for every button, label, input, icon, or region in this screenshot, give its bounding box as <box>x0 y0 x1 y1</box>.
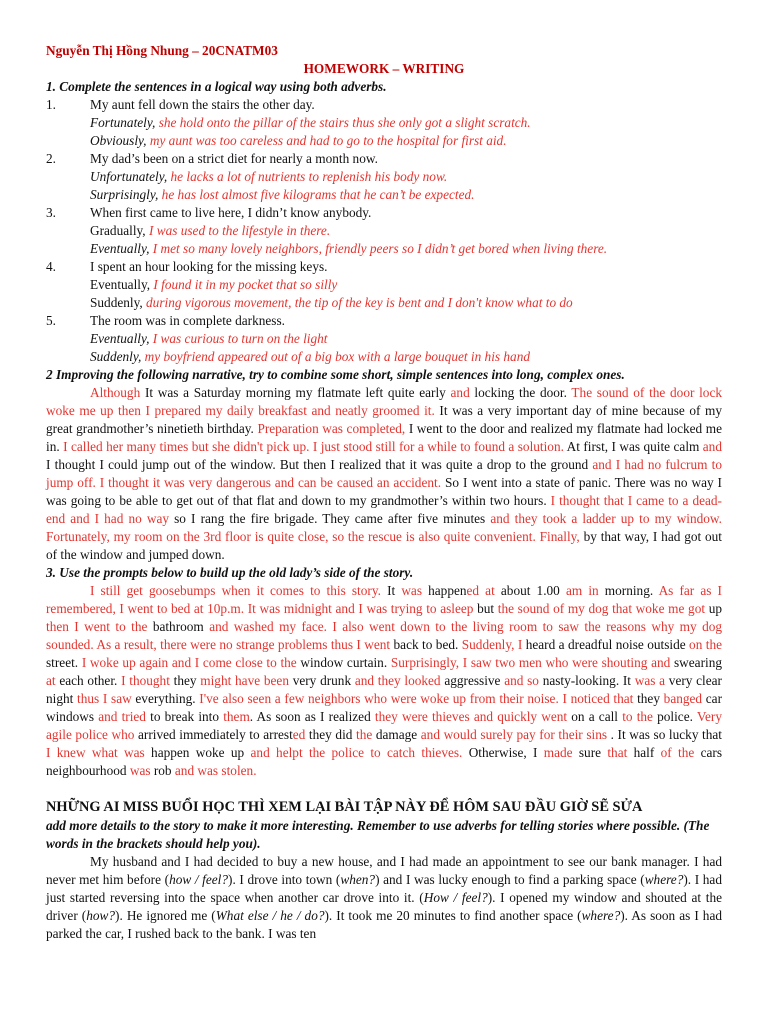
section1-list <box>46 96 722 366</box>
edited-text: was a <box>634 673 666 688</box>
edited-text: at <box>46 673 56 688</box>
text-run: but <box>473 601 498 616</box>
text-run: Otherwise, I <box>462 745 544 760</box>
text-run: It was a Saturday morning my flatmate left quite early <box>140 385 451 400</box>
list-item <box>46 204 722 222</box>
adverb-label: Surprisingly, <box>90 187 159 202</box>
document-title: HOMEWORK – WRITING <box>303 61 465 76</box>
text-run: everything. <box>131 691 200 706</box>
edited-text: and tried <box>98 709 146 724</box>
answer-text: he has lost almost five kilograms that he can’t be expected. <box>158 187 475 202</box>
answer-line <box>46 114 722 132</box>
text-run: bathroom <box>147 619 210 634</box>
section2-heading: 2 Improving the following narrative, try to combine some short, simple sentences into long, complex ones. <box>46 367 625 382</box>
edited-text: am in <box>565 583 599 598</box>
answer-line <box>46 186 722 204</box>
adverb-label: Eventually, <box>90 241 150 256</box>
text-run: heard a dreadful noise outside <box>522 637 690 652</box>
text-run: they <box>633 691 664 706</box>
answer-text: I was used to the lifestyle in there. <box>145 223 331 238</box>
answer-line <box>46 276 722 294</box>
edited-text: As a result, there were no strange problems thus I went <box>96 637 391 652</box>
text-run: I went to the door and realized my flatmate had locked me in. <box>46 421 722 454</box>
text-run: so I rang the fire brigade. They came after five minutes <box>169 511 491 526</box>
item-prompt: The room was in complete darkness. <box>90 313 285 328</box>
adverb-label: Fortunately, <box>90 115 156 130</box>
edited-text: I've also seen a few neighbors who were woke up from their noise. I noticed that <box>199 691 634 706</box>
text-run: up <box>705 601 723 616</box>
item-prompt: My dad’s been on a strict diet for nearly a month now. <box>90 151 378 166</box>
edited-text: I knew what was <box>46 745 145 760</box>
edited-text: As far as I remembered, I went to bed at 10p.m. It was midnight and I was trying to asleep <box>46 583 722 616</box>
text-run: they did <box>305 727 356 742</box>
edited-text: them <box>223 709 250 724</box>
adverb-label: Gradually, <box>90 223 146 238</box>
text-run: ). I had just started reversing into the space when another car drove into it. ( <box>46 872 722 905</box>
text-run: . It was so lucky that <box>607 727 722 742</box>
edited-text: and I had no fulcrum to jump off. I thought it was very dangerous and can be caused an accident. <box>46 457 722 490</box>
text-run: aggressive <box>440 673 505 688</box>
edited-text: and <box>450 385 470 400</box>
edited-text: on the <box>689 637 723 652</box>
item-number: 4. <box>46 259 56 274</box>
list-item <box>46 96 722 114</box>
text-run: window curtain. <box>296 655 391 670</box>
edited-text: thus I saw <box>77 691 132 706</box>
text-run: swearing <box>670 655 722 670</box>
answer-text: my boyfriend appeared out of a big box with a large bouquet in his hand <box>141 349 530 364</box>
text-run: half <box>627 745 661 760</box>
text-run: At first, I was quite calm <box>563 439 703 454</box>
text-run: street. <box>46 655 82 670</box>
item-number: 5. <box>46 313 56 328</box>
answer-text: during vigorous movement, the tip of the key is bent and I don't know what to do <box>142 295 573 310</box>
adverb-label: Suddenly, <box>90 349 142 364</box>
adverb-label: Suddenly, <box>90 295 143 310</box>
text-run: on a call <box>567 709 623 724</box>
section3-text <box>46 582 722 780</box>
edited-text: was <box>401 583 422 598</box>
text-run: by that way, I had got out of the window and jumped down. <box>46 529 722 562</box>
text-run: So I went into a state of panic. There was no way I was going to be able to get out of that flat and down to my grandmother’s within two hours. <box>46 475 722 508</box>
author-line: Nguyễn Thị Hồng Nhung – 20CNATM03 <box>46 43 278 58</box>
edited-text: I thought that I came to a dead-end and I had no way <box>46 493 722 526</box>
section4-instruction: add more details to the story to make it more interesting. Remember to use adverbs for telling stories where possible. (The words in the brackets should help you). <box>46 818 710 851</box>
spacer <box>46 780 722 798</box>
item-prompt: I spent an hour looking for the missing keys. <box>90 259 328 274</box>
item-prompt: When first came to live here, I didn’t know anybody. <box>90 205 372 220</box>
edited-text: the <box>356 727 373 742</box>
text-run: It was a very important day of mine because of my great grandmother’s ninetieth birthday. <box>46 403 722 436</box>
prompt-hint: where? <box>581 908 621 923</box>
text-run: ). I drove into town ( <box>228 872 341 887</box>
section2-narrative <box>46 384 722 564</box>
edited-text: ed at <box>466 583 495 598</box>
list-item <box>46 312 722 330</box>
text-run: damage <box>372 727 421 742</box>
prompt-hint: when? <box>340 872 376 887</box>
text-run: they <box>169 673 201 688</box>
section4-story <box>46 853 722 943</box>
edited-text: banged <box>663 691 703 706</box>
text-run: nasty-looking. It <box>538 673 635 688</box>
adverb-label: Unfortunately, <box>90 169 168 184</box>
text-run: happen <box>422 583 467 598</box>
text-run: rob <box>150 763 175 778</box>
text-run: car windows <box>46 691 723 724</box>
section3-heading: 3. Use the prompts below to build up the old lady’s side of the story. <box>46 565 414 580</box>
edited-text: Suddenly, I <box>461 637 523 652</box>
text-run: ). He ignored me ( <box>115 908 216 923</box>
text-run: back to bed. <box>390 637 462 652</box>
text-run: very clear night <box>46 673 722 706</box>
prompt-hint: how? <box>86 908 116 923</box>
edited-text: Although <box>90 385 141 400</box>
item-number: 1. <box>46 97 56 112</box>
adverb-label: Eventually, <box>90 331 150 346</box>
answer-line <box>46 330 722 348</box>
edited-text: and they took a ladder up to my window. Fortunately, my room on the 3rd floor is quite close, so the rescue is also quite convenient. Finally, <box>46 511 722 544</box>
edited-text: I still get goosebumps when it comes to this story. <box>90 583 381 598</box>
section1-heading: 1. Complete the sentences in a logical way using both adverbs. <box>46 79 387 94</box>
answer-line <box>46 132 722 150</box>
edited-text: was <box>129 763 151 778</box>
edited-text: Very agile police who <box>46 709 722 742</box>
list-item <box>46 258 722 276</box>
answer-text: she hold onto the pillar of the stairs thus she only got a slight scratch. <box>155 115 531 130</box>
edited-text: ed <box>292 727 306 742</box>
adverb-label: Obviously, <box>90 133 147 148</box>
text-run: It <box>380 583 402 598</box>
item-number: 2. <box>46 151 56 166</box>
edited-text: I woke up again and I come close to the <box>81 655 297 670</box>
text-run: sure <box>572 745 608 760</box>
item-prompt: My aunt fell down the stairs the other day. <box>90 97 315 112</box>
text-run: arrived immediately to arrest <box>134 727 293 742</box>
text-run: ). I opened my window and shouted at the driver ( <box>46 890 722 923</box>
answer-line <box>46 168 722 186</box>
section2-text <box>46 384 722 564</box>
text-run: . As soon as I realized <box>249 709 375 724</box>
edited-text: the sound of my dog that woke me got <box>497 601 706 616</box>
answer-text: I met so many lovely neighbors, friendly peers so I didn’t get bored when living there. <box>149 241 608 256</box>
prompt-hint: How / feel? <box>423 890 488 905</box>
text-run: each other. <box>55 673 122 688</box>
answer-line <box>46 240 722 258</box>
edited-text: I also went down to the living room to saw the reasons why my dog sounded. <box>46 619 723 652</box>
edited-text: and washed my face. <box>209 619 327 634</box>
section3-story <box>46 582 722 780</box>
text-run: about 1.00 <box>494 583 566 598</box>
text-run: very drunk <box>288 673 355 688</box>
edited-text: and so <box>504 673 539 688</box>
edited-text: and <box>702 439 722 454</box>
prompt-hint: how / feel? <box>169 872 229 887</box>
list-item <box>46 150 722 168</box>
answer-text: I was curious to turn on the light <box>149 331 328 346</box>
prompt-hint: where? <box>644 872 684 887</box>
edited-text: that <box>607 745 628 760</box>
edited-text: The sound of the door lock woke me up then I prepared my daily breakfast and neatly groomed it. <box>46 385 723 418</box>
edited-text: I thought <box>121 673 170 688</box>
edited-text: Surprisingly, I saw two men who were shouting and <box>390 655 671 670</box>
answer-text: my aunt was too careless and had to go to the hospital for first aid. <box>146 133 507 148</box>
answer-line <box>46 294 722 312</box>
edited-text: I called her many times but she didn't pick up. I just stood still for a while to found a solution. <box>63 439 564 454</box>
item-number: 3. <box>46 205 56 220</box>
text-run: ). It took me 20 minutes to find another space ( <box>324 908 582 923</box>
edited-text: of the <box>660 745 695 760</box>
prompt-hint: What else / he / do? <box>215 908 325 923</box>
text-run: cars neighbourhood <box>46 745 723 778</box>
edited-text: to the <box>622 709 653 724</box>
text-run: My husband and I had decided to buy a new house, and I had made an appointment to see our bank manager. I had never met him before ( <box>46 854 722 887</box>
edited-text: then I went to the <box>46 619 148 634</box>
edited-text: and they looked <box>354 673 441 688</box>
text-run: police. <box>652 709 697 724</box>
edited-text: they were thieves and quickly went <box>374 709 568 724</box>
edited-text: and helpt the police to catch thieves. <box>250 745 463 760</box>
notice-heading: NHỮNG AI MISS BUỔI HỌC THÌ XEM LẠI BÀI TẬP NÀY ĐỂ HÔM SAU ĐẦU GIỜ SẼ SỬA <box>46 799 643 815</box>
answer-text: he lacks a lot of nutrients to replenish his body now. <box>167 169 448 184</box>
text-run: to break into <box>145 709 224 724</box>
edited-text: and was stolen. <box>174 763 257 778</box>
answer-text: I found it in my pocket that so silly <box>150 277 338 292</box>
text-run: locking the door. <box>469 385 572 400</box>
edited-text: might have been <box>200 673 289 688</box>
answer-line <box>46 348 722 366</box>
edited-text: made <box>543 745 573 760</box>
text-run: morning. <box>598 583 659 598</box>
edited-text: Preparation was completed, <box>257 421 406 436</box>
text-run: ) and I was lucky enough to find a parking space ( <box>375 872 645 887</box>
answer-line <box>46 222 722 240</box>
adverb-label: Eventually, <box>90 277 151 292</box>
text-run: ). As soon as I had parked the car, I rushed back to the bank. I was ten <box>46 908 722 941</box>
edited-text: and would surely pay for their sins <box>420 727 608 742</box>
text-run: happen woke up <box>144 745 251 760</box>
text-run: I thought I could jump out of the window. But then I realized that it was quite a drop to the ground <box>46 457 593 472</box>
section4-text <box>46 853 722 943</box>
